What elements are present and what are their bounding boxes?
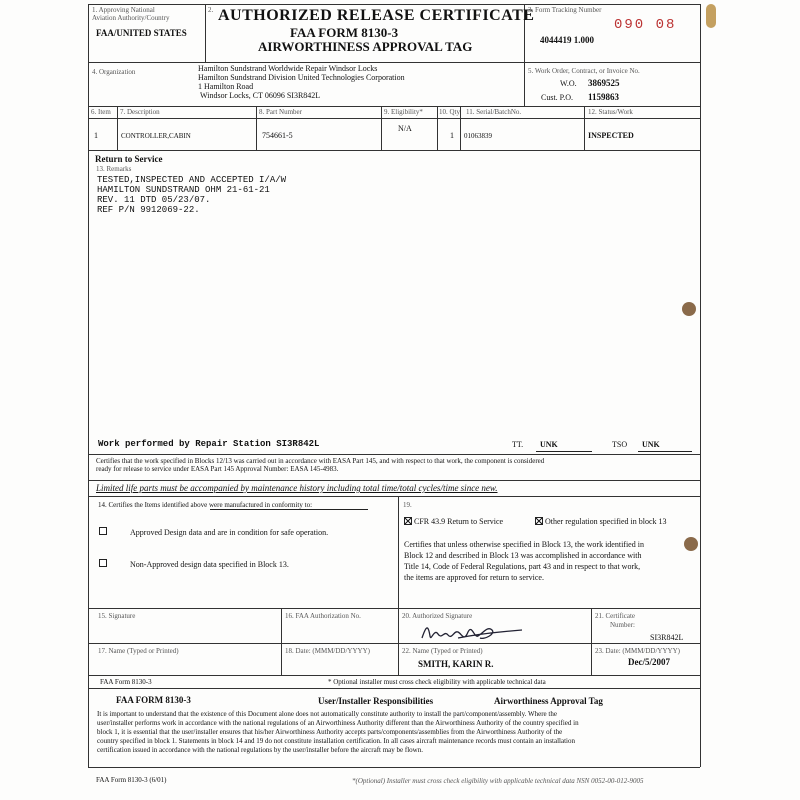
- b15-label: 15. Signature: [98, 612, 136, 620]
- wo-value: 3869525: [588, 78, 620, 88]
- block19-opt1: CFR 43.9 Return to Service: [414, 517, 504, 526]
- row-description: CONTROLLER,CABIN: [121, 132, 191, 140]
- remarks-line-3: REV. 11 DTD 05/23/07.: [97, 195, 211, 205]
- block14-opt1: Approved Design data and are in condition for safe operation.: [130, 528, 329, 537]
- limited-life-note: Limited life parts must be accompanied by maintenance history including total time/total cycles/time since new.: [96, 483, 498, 493]
- block19-text-1: Certifies that unless otherwise specified in Block 13, the work identified in: [404, 540, 644, 549]
- tracking-number: 4044419 1.000: [540, 35, 594, 45]
- block5-label: 5. Work Order, Contract, or Invoice No.: [528, 67, 640, 75]
- bottom-border: [88, 767, 700, 768]
- block3-label: 3. Form Tracking Number: [528, 6, 602, 14]
- row-serial: 01063839: [464, 132, 492, 140]
- block19-text-4: the items are approved for return to service.: [404, 573, 544, 582]
- b22-value: SMITH, KARIN R.: [418, 659, 494, 669]
- remarks-line-1: TESTED,INSPECTED AND ACCEPTED I/A/W: [97, 175, 287, 185]
- tag-subtitle: AIRWORTHINESS APPROVAL TAG: [258, 39, 473, 54]
- b23-value: Dec/5/2007: [628, 657, 670, 667]
- top-border: [88, 4, 700, 5]
- row-qty: 1: [450, 131, 454, 140]
- b21-label: 21. Certificate: [595, 612, 636, 620]
- tracking-stamp: 090 08: [614, 17, 677, 33]
- block4-label: 4. Organization: [92, 68, 136, 76]
- b22-label: 22. Name (Typed or Printed): [402, 647, 483, 655]
- tt-label: TT.: [512, 440, 524, 449]
- b21-number-label: Number:: [610, 621, 635, 629]
- easa-line-2: ready for release to service under EASA Part 145 Approval Number: EASA 145-4983.: [96, 465, 339, 473]
- block1-label-b: Aviation Authority/Country: [92, 14, 170, 22]
- remarks-label: 13. Remarks: [96, 165, 132, 173]
- work-performed: Work performed by Repair Station SI3R842L: [98, 439, 320, 449]
- org-line-2: Hamilton Sundstrand Division United Technologies Corporation: [198, 73, 405, 82]
- footer-para-1: It is important to understand that the existence of this Document alone does not automatically constitute authority to install the part/component/assembly. Where the: [97, 710, 557, 718]
- block14-nonapproved-checkbox[interactable]: [99, 559, 107, 567]
- block14-label: 14. Certifies the Items identified above were manufactured in conformity to:: [98, 501, 313, 509]
- tso-value: UNK: [642, 440, 660, 449]
- tag-edge-mark: [706, 4, 716, 28]
- col-serial: 11. Serial/BatchNo.: [466, 108, 522, 116]
- footer-note: * Optional installer must cross check eligibility with applicable technical data: [328, 678, 546, 686]
- col-status: 12. Status/Work: [588, 108, 633, 116]
- remarks-line-2: HAMILTON SUNDSTRAND OHM 21-61-21: [97, 185, 270, 195]
- other-regulation-checkbox[interactable]: [535, 517, 543, 525]
- footer-para-5: certification issued in accordance with the national regulations by the user/installer before the aircraft may be flown.: [97, 746, 423, 754]
- footer-form-label: FAA Form 8130-3: [100, 678, 152, 686]
- po-value: 1159863: [588, 92, 620, 102]
- block19-text-3: Title 14, Code of Federal Regulations, part 43 and in respect to that work,: [404, 562, 641, 571]
- wo-label: W.O.: [560, 79, 577, 88]
- block19-text-2: Block 12 and described in Block 13 was accomplished in accordance with: [404, 551, 642, 560]
- tt-value: UNK: [540, 440, 558, 449]
- col-description: 7. Description: [120, 108, 160, 116]
- po-label: Cust. P.O.: [541, 93, 574, 102]
- block14-approved-checkbox[interactable]: [99, 527, 107, 535]
- col-eligibility: 9. Eligibility*: [384, 108, 423, 116]
- footer-big-form: FAA FORM 8130-3: [116, 695, 191, 705]
- row-eligibility: N/A: [398, 124, 412, 133]
- handwritten-signature: [418, 620, 528, 646]
- footer-para-2: user/installer performs work in accordance with the national regulations of an Airworthiness Authority different than the Airworthiness Authority of the country specified in: [97, 719, 579, 727]
- footer-para-3: block 1, it is essential that the user/installer ensures that his/her Airworthiness Authority accepts parts/components/assemblies from the Airworthiness Authority of the: [97, 728, 563, 736]
- org-line-4: Windsor Locks, CT 06096 SI3R842L: [200, 91, 321, 100]
- b17-label: 17. Name (Typed or Printed): [98, 647, 179, 655]
- certificate-title: AUTHORIZED RELEASE CERTIFICATE: [218, 7, 535, 24]
- remarks-line-4: REF P/N 9912069-22.: [97, 205, 200, 215]
- block2-label: 2.: [208, 6, 214, 14]
- tso-label: TSO: [612, 440, 628, 449]
- col-qty: 10. Qty: [439, 108, 460, 116]
- footer-responsibilities: User/Installer Responsibilities: [318, 696, 434, 706]
- b16-label: 16. FAA Authorization No.: [285, 612, 361, 620]
- bottom-form-label: FAA Form 8130-3 (6/01): [96, 776, 167, 784]
- punch-hole: [682, 302, 696, 316]
- footer-para-4: country specified in block 1. Statements in block 14 and 19 do not constitute installation certification. In all cases aircraft maintenance records must contain an installation: [97, 737, 575, 745]
- block1-label-a: 1. Approving National: [92, 6, 155, 14]
- block1-country: FAA/UNITED STATES: [96, 28, 187, 38]
- form-subtitle: FAA FORM 8130-3: [290, 25, 399, 40]
- right-border: [700, 4, 701, 767]
- b18-label: 18. Date: (MMM/DD/YYYY): [285, 647, 370, 655]
- block19-label: 19.: [403, 501, 412, 509]
- bottom-note: *(Optional) Installer must cross check eligibility with applicable technical data NSN 0052-00-012-9005: [352, 777, 644, 785]
- check-mark-icon: [405, 518, 411, 524]
- return-to-service-heading: Return to Service: [95, 154, 163, 164]
- easa-line-1: Certifies that the work specified in Blocks 12/13 was carried out in accordance with EASA Part 145, and with respect to that work, the component is considered: [96, 457, 545, 465]
- b21-value: SI3R842L: [650, 633, 684, 642]
- check-mark-icon: [536, 518, 542, 524]
- footer-tag: Airworthiness Approval Tag: [494, 696, 603, 706]
- cfr-checkbox[interactable]: [404, 517, 412, 525]
- punch-hole: [684, 537, 698, 551]
- row-status: INSPECTED: [588, 131, 634, 140]
- org-line-1: Hamilton Sundstrand Worldwide Repair Windsor Locks: [198, 64, 378, 73]
- col-part-number: 8. Part Number: [259, 108, 302, 116]
- row-part-number: 754661-5: [262, 131, 293, 140]
- org-line-3: 1 Hamilton Road: [198, 82, 254, 91]
- row-item: 1: [94, 131, 98, 140]
- b20-label: 20. Authorized Signature: [402, 612, 473, 620]
- block19-opt2: Other regulation specified in block 13: [545, 517, 667, 526]
- col-item: 6. Item: [91, 108, 111, 116]
- block14-opt2: Non-Approved design data specified in Block 13.: [130, 560, 289, 569]
- b23-label: 23. Date: (MMM/DD/YYYY): [595, 647, 680, 655]
